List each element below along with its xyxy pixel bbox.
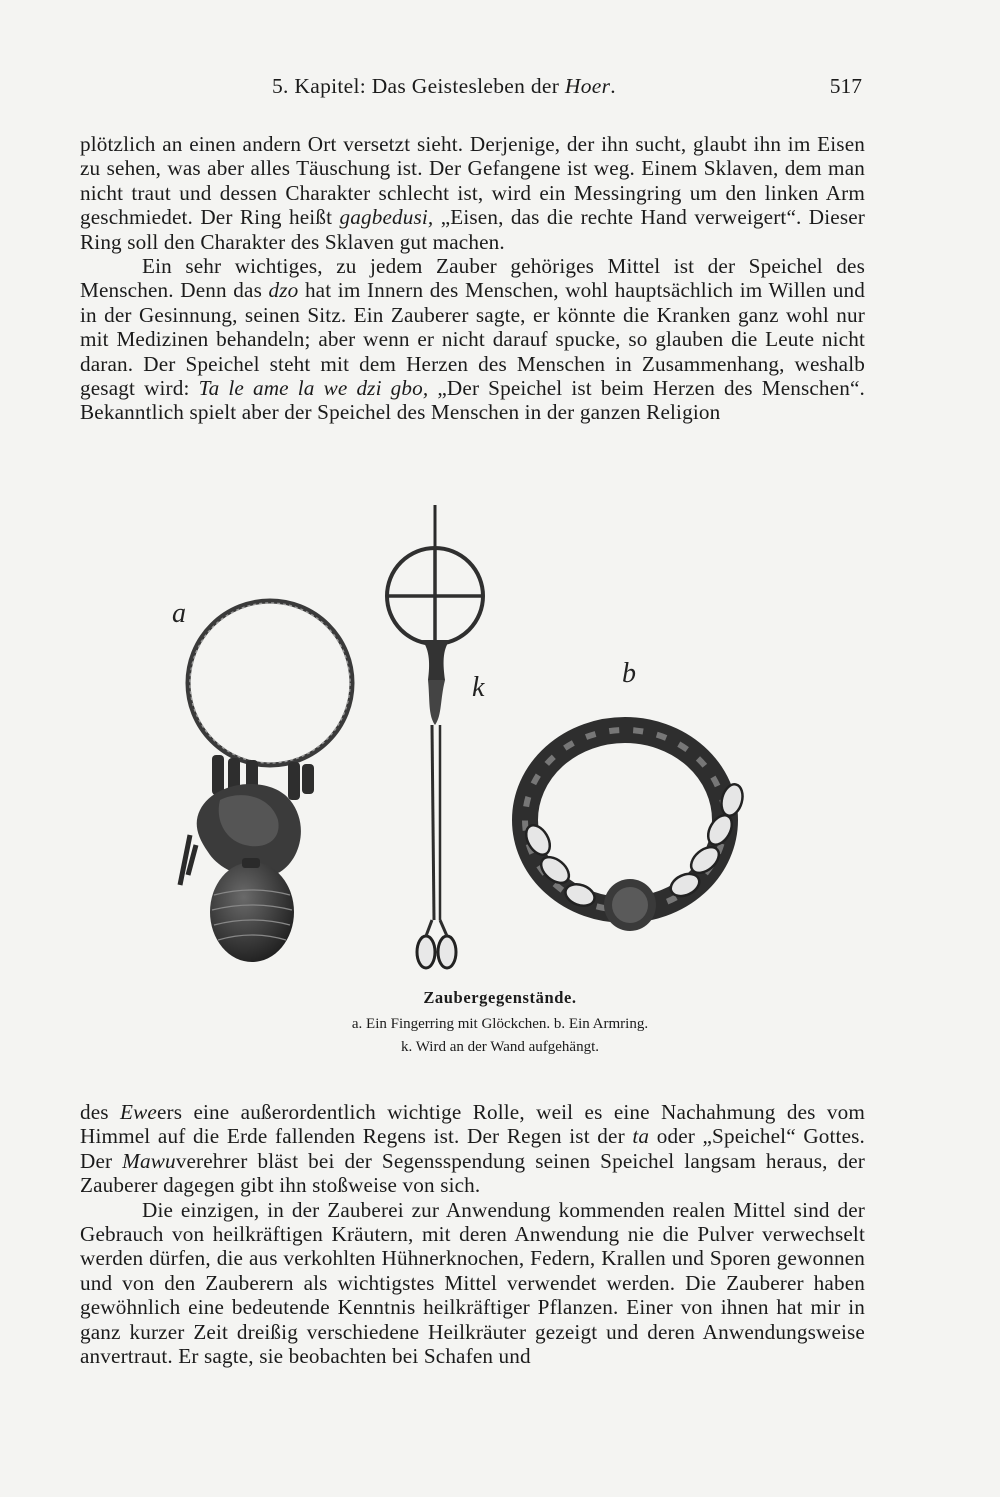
figure-label-a: a <box>172 598 186 629</box>
paragraph-3: des Eweers eine außerordentlich wichtige Rolle, weil es eine Nachahmung des vom Himmel auf die Erde fallenden Regens ist. Der Regen ist der ta oder „Speichel“ Gottes. Der Mawuverehrer bläst bei der Segensspendung seinen Speichel langsam heraus, der Zauberer dagegen gibt ihn stoßweise von sich. <box>80 1100 866 1198</box>
magic-objects-figure <box>160 500 780 980</box>
magic-objects-illustration <box>160 500 780 980</box>
figure-caption-line-1: a. Ein Fingerring mit Glöckchen. b. Ein Armring. <box>351 1016 649 1032</box>
page-number: 517 <box>829 74 862 98</box>
chapter-title: 5. Kapitel: Das Geistesleben der Hoer. <box>272 74 616 98</box>
figure-caption-line-2: k. Wird an der Wand aufgehängt. <box>401 1039 599 1055</box>
paragraph-4: Die einzigen, in der Zauberei zur Anwendung kommenden realen Mittel sind der Gebrauch von heilkräftigen Kräutern, mit deren Anwendung nie die Pulver verwechselt werden dürfen, die aus verkohlten Hühnerknochen, Federn, Krallen und Sporen gewonnen und von den Zauberern als wichtigstes Mittel verwendet werden. Die Zauberer haben gewöhnlich eine bedeutende Kenntnis heilkräftiger Pflanzen. Einer von ihnen hat mir in ganz kurzer Zeit dreißig verschiedene Heilkräuter gezeigt und deren Anwendungsweise anvertraut. Er sagte, sie beobachten bei Schafen und <box>80 1197 865 1369</box>
finger-ring-with-bells <box>180 601 352 962</box>
paragraph-2: Ein sehr wichtiges, zu jedem Zauber gehöriges Mittel ist der Speichel des Menschen. Denn das dzo hat im Innern des Menschen, wohl hauptsächlich im Willen und in der Gesinnung, seinen Sitz. Ein Zauberer sagte, er könnte die Kranken ganz wohl nur mit Medizinen behandeln; aber wenn er nicht darauf spucke, so glauben die Leute nicht daran. Der Speichel steht mit dem Herzen des Menschen in Zusammenhang, weshalb gesagt wird: Ta le ame la we dzi gbo, „Der Speichel ist beim Herzen des Menschen“. Bekanntlich spielt aber der Speichel des Menschen in der ganzen Religion <box>80 254 865 425</box>
hanging-charm <box>387 505 483 968</box>
running-head <box>80 74 862 104</box>
figure-label-k: k <box>472 672 485 703</box>
figure-label-b: b <box>622 658 636 689</box>
figure-caption-title: Zaubergegenstände. <box>423 988 577 1007</box>
paragraph-1: plötzlich an einen andern Ort versetzt sieht. Derjenige, der ihn sucht, glaubt ihn im Eisen zu sehen, was aber alles Täuschung ist. Der Gefangene ist weg. Einem Sklaven, dem man nicht traut und dessen Charakter schlecht ist, wird ein Messingring um den linken Arm geschmiedet. Der Ring heißt gagbedusi, „Eisen, das die rechte Hand verweigert“. Dieser Ring soll den Charakter des Sklaven gut machen. <box>80 132 865 254</box>
body-text-top <box>80 132 865 425</box>
body-text-bottom <box>80 1100 865 1368</box>
arm-ring-with-cowries <box>521 730 745 931</box>
